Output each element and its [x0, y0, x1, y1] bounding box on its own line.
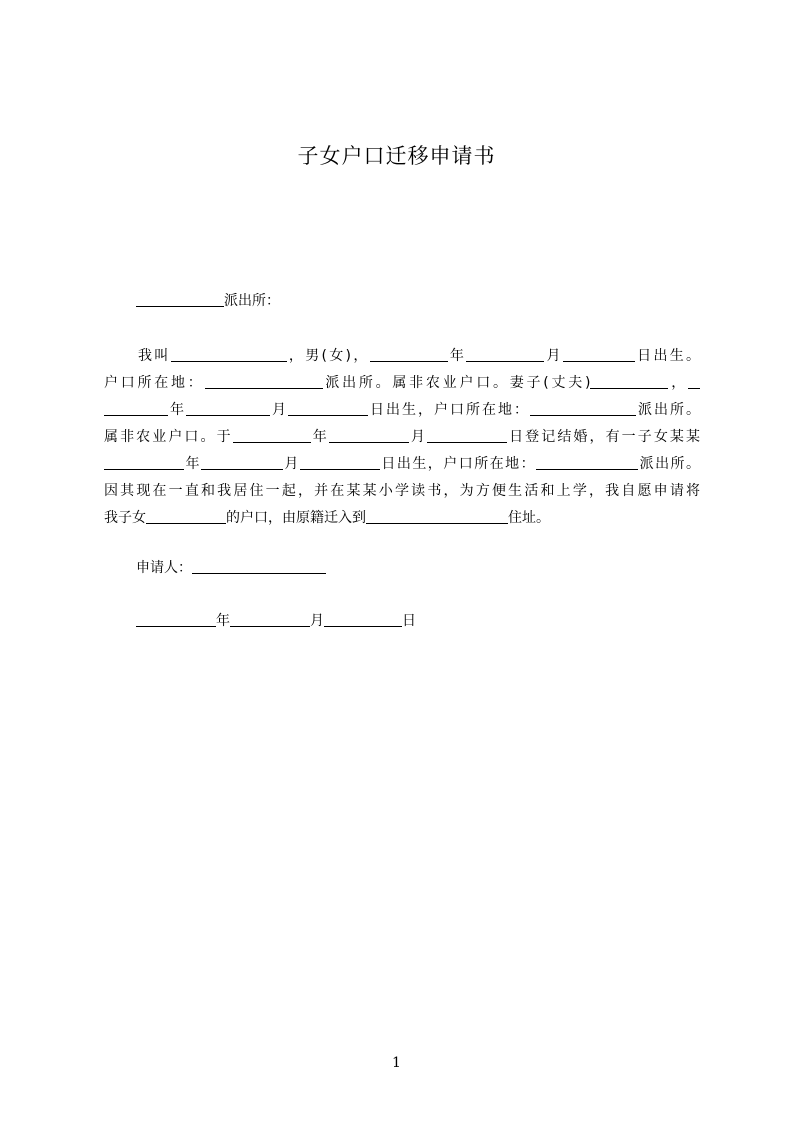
text-segment: 月 — [408, 429, 428, 445]
addressee-suffix: 派出所： — [224, 293, 280, 309]
text-segment: 年 — [168, 402, 186, 418]
signing-date-line — [136, 610, 416, 630]
month-label: 月 — [310, 613, 324, 629]
paragraph-line-6: 因其现在一直和我居住一起，并在某某小学读书，为方便生活和上学，我自愿申请将 — [104, 483, 700, 499]
text-segment: 我叫 — [138, 348, 171, 364]
text-segment: 日出生，户口所在地： — [379, 456, 537, 472]
sign-day-blank — [324, 611, 402, 627]
child-month-blank — [201, 454, 283, 470]
text-segment: 派出所。属非农业户口。妻子(丈夫) — [322, 375, 591, 391]
application-paragraph — [104, 343, 700, 532]
birth-month-blank — [466, 346, 544, 362]
new-address-blank — [366, 508, 508, 524]
applicant-line — [136, 557, 326, 577]
child-year-blank — [104, 454, 184, 470]
police-station-blank — [136, 291, 224, 307]
text-segment: ， — [668, 375, 688, 391]
paragraph-line-2 — [104, 370, 700, 397]
text-segment: 年 — [184, 456, 201, 472]
marriage-year-blank — [233, 427, 311, 443]
spouse-year-blank — [104, 400, 168, 416]
page-number: 1 — [392, 1055, 401, 1071]
child-day-blank — [300, 454, 380, 470]
residence-blank — [205, 373, 323, 389]
sign-year-blank — [136, 611, 216, 627]
text-segment: 日出生，户口所在地： — [368, 402, 530, 418]
paragraph-line-5 — [104, 451, 700, 478]
spouse-year-blank-start — [688, 373, 700, 389]
text-segment: 月 — [544, 348, 563, 364]
birth-day-blank — [563, 346, 635, 362]
day-label: 日 — [402, 613, 416, 629]
addressee-line — [136, 290, 280, 310]
spouse-month-blank — [186, 400, 270, 416]
paragraph-line-7 — [104, 505, 700, 532]
text-segment: 的户口，由原籍迁入到 — [226, 510, 366, 526]
text-segment: 日出生。 — [634, 348, 701, 364]
marriage-month-blank — [329, 427, 409, 443]
marriage-day-blank — [427, 427, 507, 443]
child-name-blank — [146, 508, 226, 524]
text-segment: ，男(女)， — [286, 348, 370, 364]
text-segment: 属非农业户口。于 — [104, 429, 233, 445]
text-segment: 派出所。 — [638, 456, 701, 472]
child-residence-blank — [536, 454, 638, 470]
text-segment: 住址。 — [508, 510, 550, 526]
birth-year-blank — [370, 346, 448, 362]
year-label: 年 — [216, 613, 230, 629]
document-title: 子女户口迁移申请书 — [297, 144, 496, 168]
text-segment: 年 — [310, 429, 329, 445]
text-segment: 月 — [282, 456, 300, 472]
paragraph-line-4 — [104, 424, 700, 451]
text-segment: 年 — [447, 348, 467, 364]
sign-month-blank — [230, 611, 310, 627]
applicant-signature-blank — [192, 558, 326, 574]
text-segment: 日登记结婚，有一子女某某 — [507, 429, 701, 445]
name-blank — [171, 346, 287, 362]
applicant-label: 申请人： — [136, 560, 192, 576]
text-segment: 派出所。 — [636, 402, 700, 418]
spouse-name-blank — [590, 373, 668, 389]
text-segment: 月 — [270, 402, 288, 418]
paragraph-line-3 — [104, 397, 700, 424]
spouse-day-blank — [288, 400, 368, 416]
text-segment: 户口所在地： — [104, 375, 205, 391]
paragraph-line-1 — [104, 343, 700, 370]
text-segment: 我子女 — [104, 510, 146, 526]
spouse-residence-blank — [530, 400, 636, 416]
